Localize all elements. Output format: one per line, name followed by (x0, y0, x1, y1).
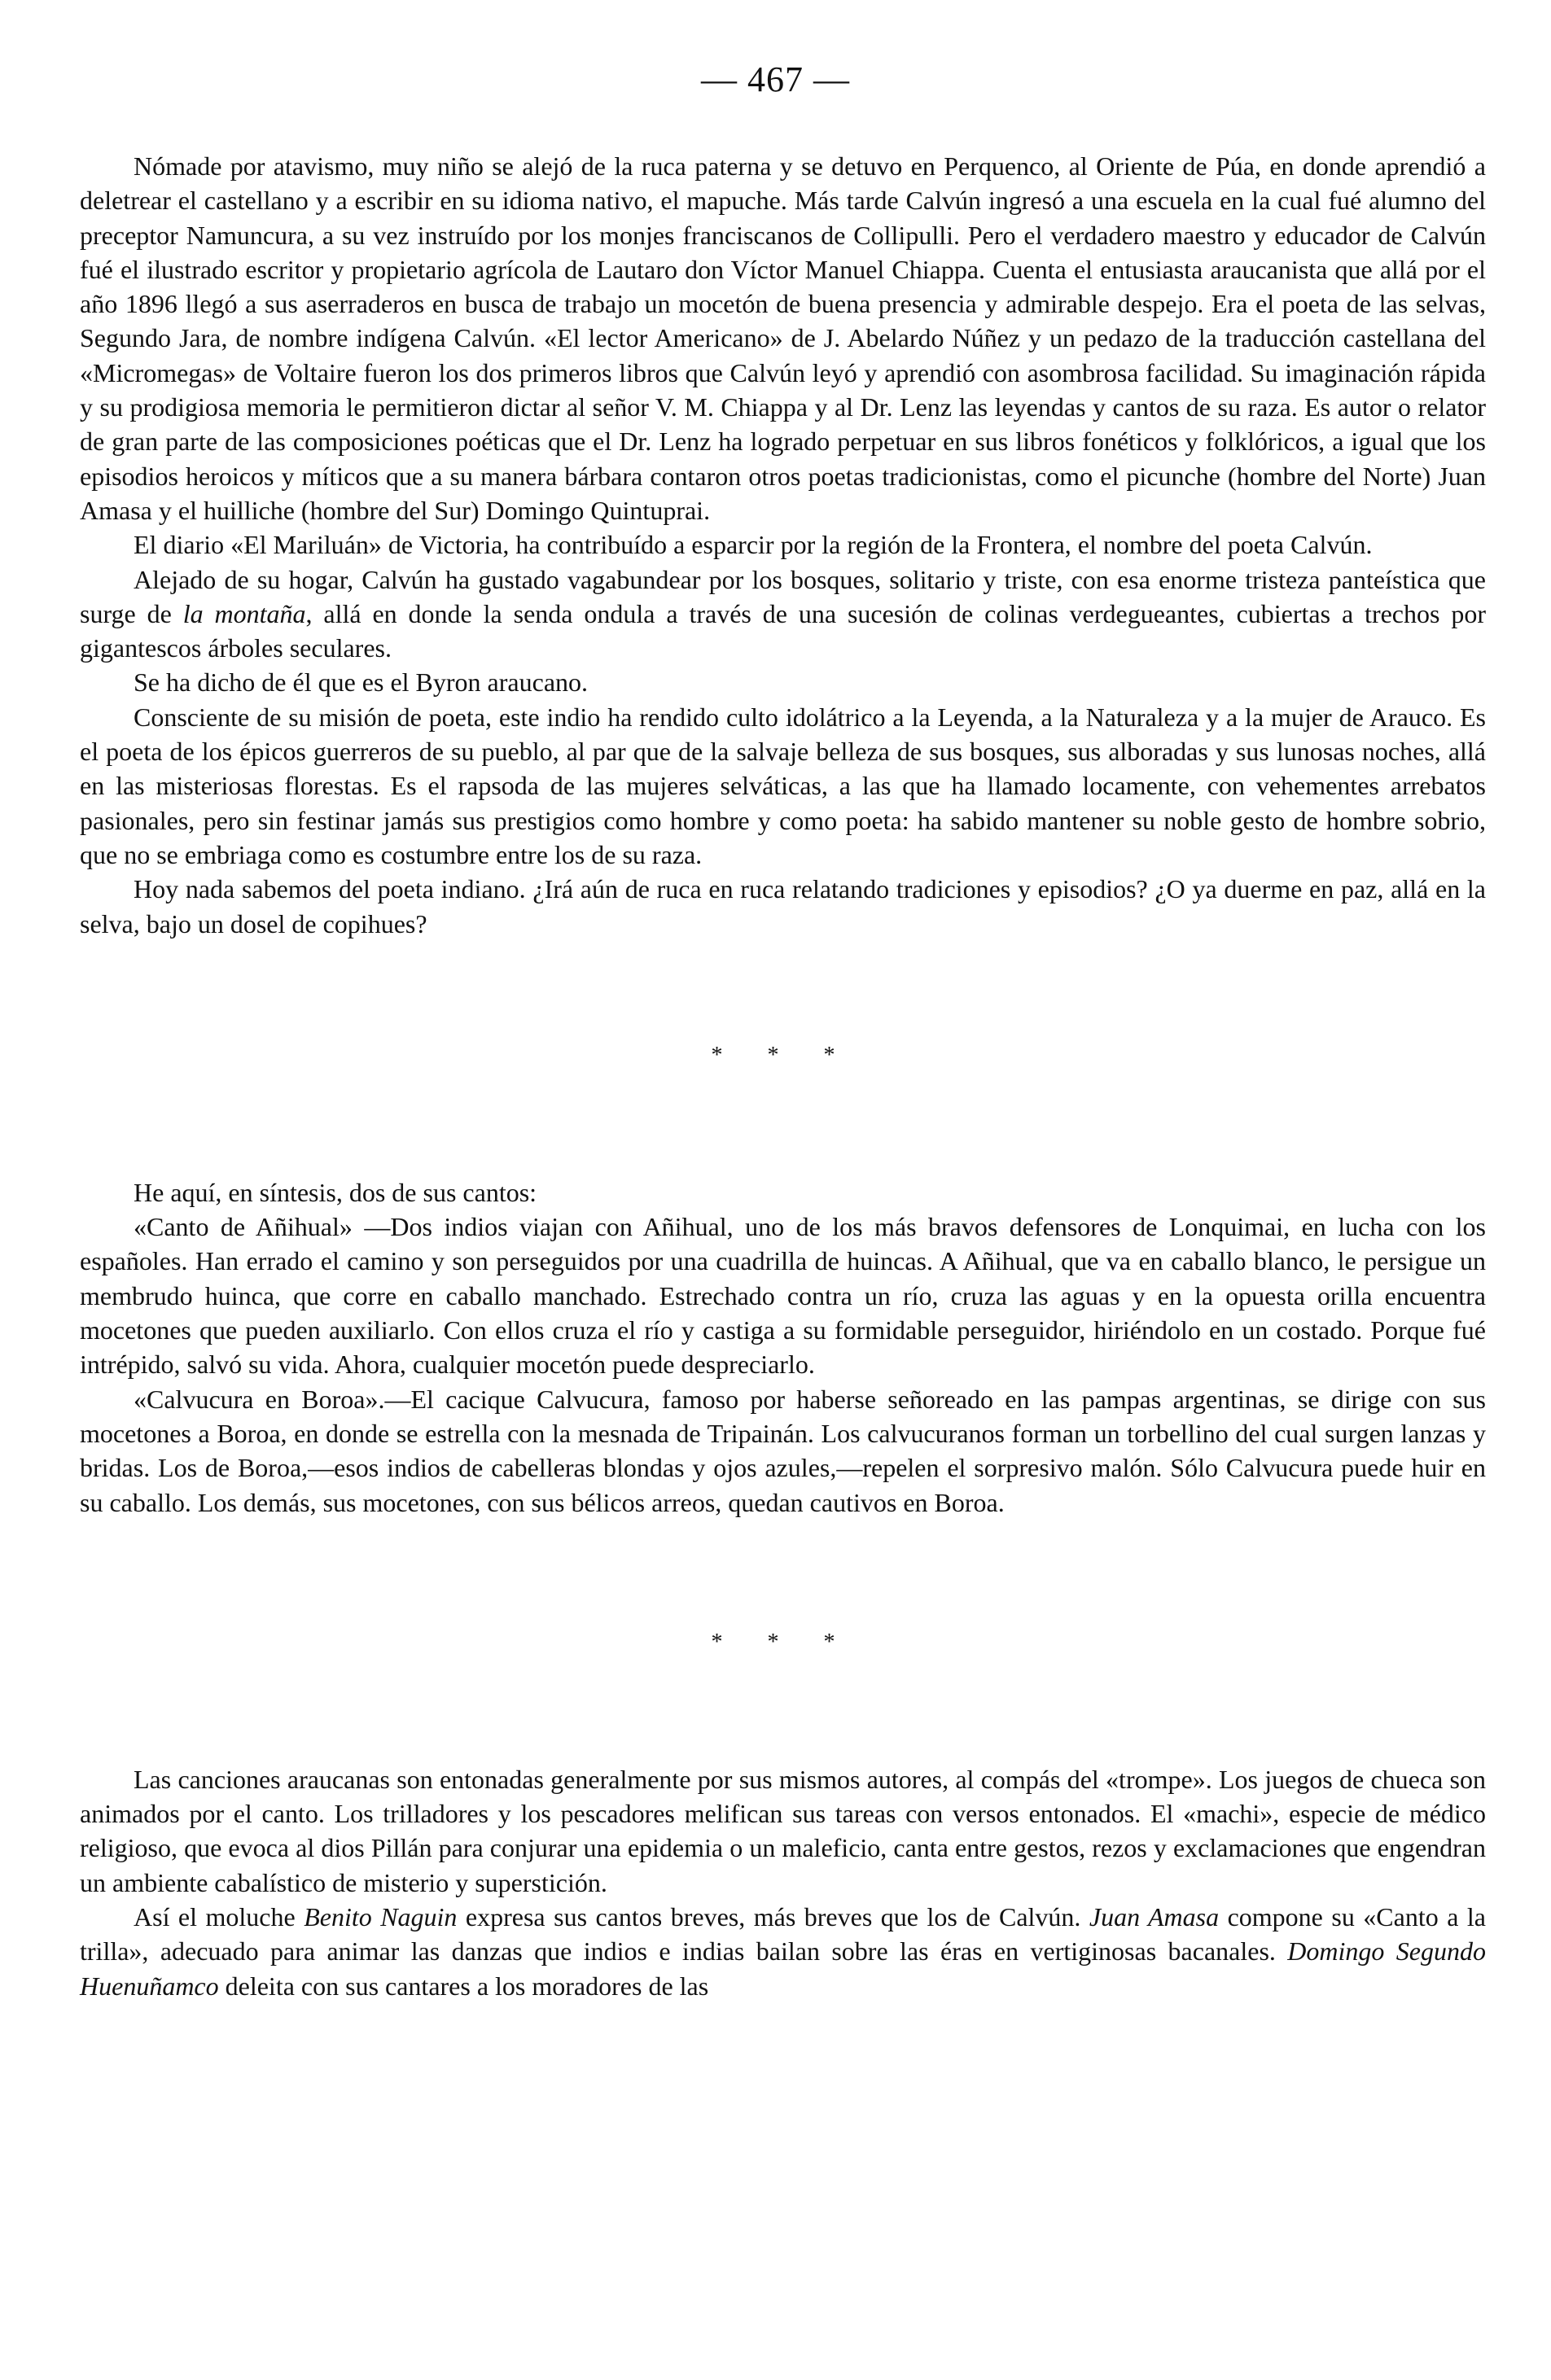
paragraph: He aquí, en síntesis, dos de sus cantos: (134, 1177, 537, 1207)
paragraph (80, 1900, 1486, 2003)
paragraph: Las canciones araucanas son entonadas generalmente por sus mismos autores, al compás del «trompe». Los juegos de chueca son animados por el canto. Los trilladores y los pescadores melifican sus tareas con versos entonados. El «machi», especie de médico religioso, que evoca al dios Pillán para conjurar una epidemia o un maleficio, canta entre gestos, rezos y exclamaciones que engendran un ambiente cabalístico de misterio y superstición. (80, 1764, 1486, 1897)
author-name: Benito Naguin (304, 1901, 458, 1932)
text-run: deleita con sus cantares a los moradores de las (218, 1971, 709, 2001)
paragraph: Se ha dicho de él que es el Byron araucano. (134, 667, 589, 698)
paragraph: Hoy nada sabemos del poeta indiano. ¿Irá aún de ruca en ruca relatando tradiciones y episodios? ¿O ya duerme en paz, allá en la selva, bajo un dosel de copihues? (80, 874, 1486, 938)
paragraph: «Calvucura en Boroa».—El cacique Calvucura, famoso por haberse señoreado en las pampas argentinas, se dirige con sus mocetones a Boroa, en donde se estrella con la mesnada de Tripainán. Los calvucuranos forman un torbellino del cual surgen lanzas y bridas. Los de Boroa,—esos indios de cabelleras blondas y ojos azules,—repelen el sorpresivo malón. Sólo Calvucura puede huir en su caballo. Los demás, sus mocetones, con sus bélicos arreos, quedan cautivos en Boroa. (80, 1384, 1486, 1517)
author-name: Juan Amasa (1089, 1901, 1220, 1932)
paragraph: Nómade por atavismo, muy niño se alejó de la ruca paterna y se detuvo en Perquenco, al Oriente de Púa, en donde aprendió a deletrear el castellano y a escribir en su idioma nativo, el mapuche. Más tarde Calvún ingresó a una escuela en la cual fué alumno del preceptor Namuncura, a su vez instruído por los monjes franciscanos de Collipulli. Pero el verdadero maestro y educador de Calvún fué el ilustrado escritor y propietario agrícola de Lautaro don Víctor Manuel Chiappa. Cuenta el entusiasta araucanista que allá por el año 1896 llegó a sus aserraderos en busca de trabajo un mocetón de buena presencia y admirable despejo. Era el poeta de las selvas, Segundo Jara, de nombre indígena Calvún. «El lector Americano» de J. Abelardo Núñez y un pedazo de la traducción castellana del «Micromegas» de Voltaire fueron los dos primeros libros que Calvún leyó y aprendió con asombrosa facilidad. Su imaginación rápida y su prodigiosa memoria le permitieron dictar al señor V. M. Chiappa y al Dr. Lenz las leyendas y cantos de su raza. Es autor o relator de gran parte de las composiciones poéticas que el Dr. Lenz ha logrado perpetuar en sus libros fonéticos y folklóricos, a igual que los episodios heroicos y míticos que a su manera bárbara contaron otros poetas tradicionistas, como el picunche (hombre del Norte) Juan Amasa y el huilliche (hombre del Sur) Domingo Quintuprai. (80, 151, 1486, 525)
paragraph (80, 562, 1486, 666)
text-run: , allá en donde la senda ondula a través de una sucesión de colinas verdegueantes, cubiertas a trechos por gigantescos árboles seculares. (80, 598, 1487, 663)
section-separator: * * * (711, 1042, 855, 1068)
italic-phrase: la montaña (182, 598, 306, 628)
paragraph: «Canto de Añihual» —Dos indios viajan con Añihual, uno de los más bravos defensores de Lonquimai, en lucha con los españoles. Han errado el camino y son perseguidos por una cuadrilla de huincas. A Añihual, que va en caballo blanco, le persigue un membrudo huinca, que corre en caballo manchado. Estrechado contra un río, cruza las aguas y en la opuesta orilla encuentra mocetones que pueden auxiliarlo. Con ellos cruza el río y castiga a su formidable perseguidor, hiriéndolo en un costado. Porque fué intrépido, salvó su vida. Ahora, cualquier mocetón puede despreciarlo. (80, 1212, 1486, 1380)
text-run: expresa sus cantos breves, más breves que los de Calvún. (457, 1901, 1089, 1932)
text-run: Alejado de su hogar, Calvún ha gustado vagabundear por los bosques, solitario y triste, con esa enorme tristeza panteística que surge de (80, 564, 1486, 628)
text-run: Así el moluche (134, 1901, 305, 1932)
page-number: — 467 — (701, 59, 850, 99)
section-separator: * * * (711, 1629, 855, 1655)
text-run: compone su «Canto a la trilla», adecuado para animar las danzas que indios e indias bailan sobre las éras en vertiginosas bacanales. (80, 1901, 1487, 1967)
paragraph: El diario «El Mariluán» de Victoria, ha contribuído a esparcir por la región de la Frontera, el nombre del poeta Calvún. (134, 530, 1373, 560)
page-body (80, 149, 1486, 2003)
paragraph: Consciente de su misión de poeta, este indio ha rendido culto idolátrico a la Leyenda, a la Naturaleza y a la mujer de Arauco. Es el poeta de los épicos guerreros de su pueblo, al par que de la salvaje belleza de sus bosques, sus alboradas y sus lunosas noches, allá en las misteriosas florestas. Es el rapsoda de las mujeres selváticas, a las que ha llamado locamente, con vehementes arrebatos pasionales, pero sin festinar jamás sus prestigios como hombre y como poeta: ha sabido mantener su noble gesto de hombre sobrio, que no se embriaga como es costumbre entre los de su raza. (80, 702, 1486, 869)
author-name: Domingo Segundo Huenuñamco (80, 1936, 1487, 2001)
